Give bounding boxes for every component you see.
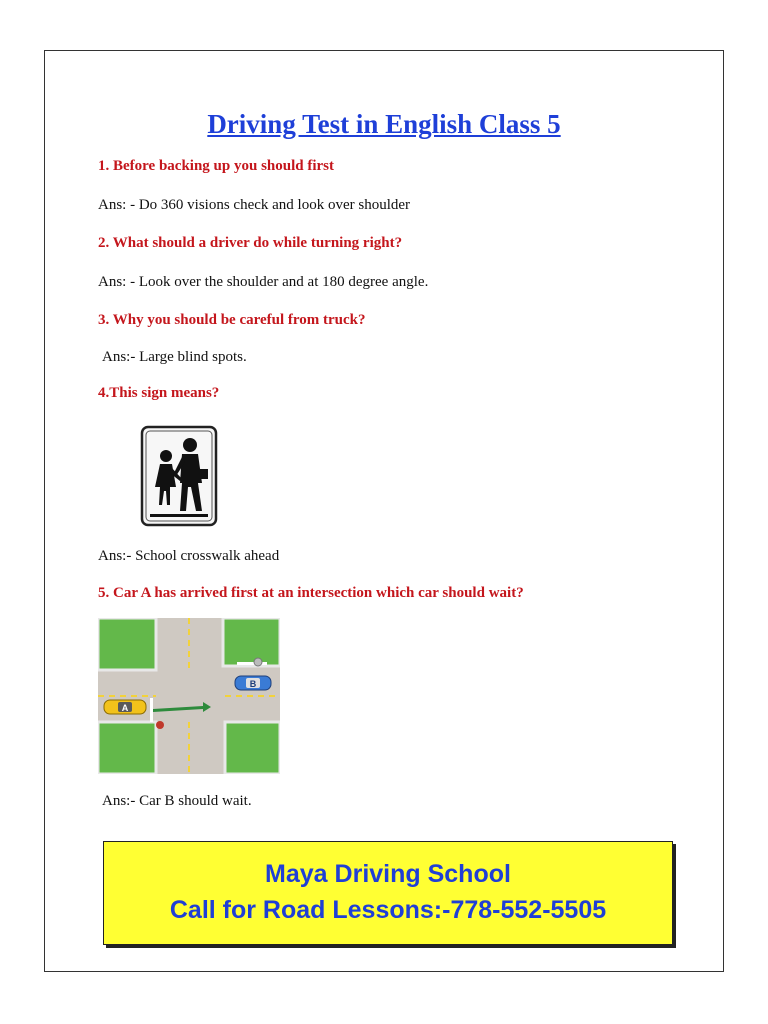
banner-phone: Call for Road Lessons:-778-552-5505 xyxy=(169,896,607,924)
answer-1: Ans: - Do 360 visions check and look over shoulder xyxy=(98,197,411,213)
answer-5: Ans:- Car B should wait. xyxy=(102,793,252,809)
question-2: 2. What should a driver do while turning right? xyxy=(98,235,403,251)
banner-school-name: Maya Driving School xyxy=(265,860,511,888)
intersection-diagram-icon xyxy=(98,618,280,774)
driving-school-banner xyxy=(103,841,673,945)
question-1: 1. Before backing up you should first xyxy=(98,158,335,174)
question-4: 4.This sign means? xyxy=(98,385,220,401)
school-crossing-sign-icon xyxy=(140,425,218,527)
car-b-label: B xyxy=(249,679,257,689)
car-a-label: A xyxy=(121,703,129,713)
document-page xyxy=(44,50,724,972)
question-5: 5. Car A has arrived first at an intersection which car should wait? xyxy=(98,585,524,601)
answer-3: Ans:- Large blind spots. xyxy=(102,349,247,365)
answer-4: Ans:- School crosswalk ahead xyxy=(98,548,280,564)
question-3: 3. Why you should be careful from truck? xyxy=(98,312,366,328)
document-title: Driving Test in English Class 5 xyxy=(207,109,561,139)
answer-2: Ans: - Look over the shoulder and at 180 degree angle. xyxy=(98,274,429,290)
